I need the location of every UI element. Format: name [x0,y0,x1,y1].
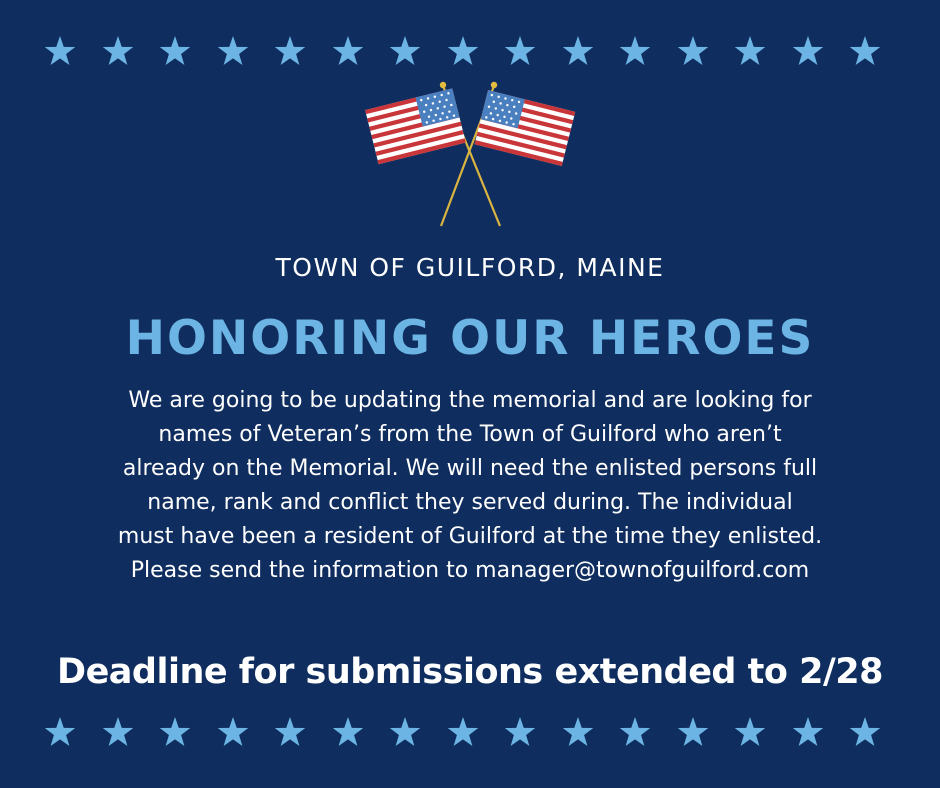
star-icon [618,716,652,750]
headline: HONORING OUR HEROES [125,311,815,366]
body-line: name, rank and conflict they served during. The individual [147,490,793,515]
deadline-notice: Deadline for submissions extended to 2/28 [57,652,883,692]
star-icon [676,716,710,750]
body-line: Please send the information to manager@townofguilford.com [130,558,810,583]
star-icon [733,716,767,750]
star-icon [733,35,767,69]
star-icon [848,35,882,69]
star-icon [273,35,307,69]
star-icon [503,716,537,750]
star-icon [101,35,135,69]
body-line: names of Veteran’s from the Town of Guilford who aren’t [158,422,782,447]
star-icon [216,35,250,69]
star-icon [561,35,595,69]
star-icon [388,35,422,69]
star-icon [848,716,882,750]
top-star-border [0,35,940,71]
town-name: TOWN OF GUILFORD, MAINE [275,253,665,282]
star-icon [273,716,307,750]
body-line: must have been a resident of Guilford at the time they enlisted. [117,524,823,549]
star-icon [791,716,825,750]
bottom-star-border [0,716,940,752]
star-icon [791,35,825,69]
star-icon [216,716,250,750]
star-icon [561,716,595,750]
star-icon [446,716,480,750]
body-line: We are going to be updating the memorial and are looking for [128,388,812,413]
crossed-flags-icon [360,78,580,230]
body-line: already on the Memorial. We will need the enlisted persons full [122,456,818,481]
announcement-body [20,384,920,588]
star-icon [618,35,652,69]
star-icon [503,35,537,69]
star-icon [101,716,135,750]
star-icon [331,35,365,69]
star-icon [676,35,710,69]
star-icon [43,716,77,750]
star-icon [158,35,192,69]
star-icon [43,35,77,69]
star-icon [331,716,365,750]
star-icon [446,35,480,69]
star-icon [388,716,422,750]
star-icon [158,716,192,750]
